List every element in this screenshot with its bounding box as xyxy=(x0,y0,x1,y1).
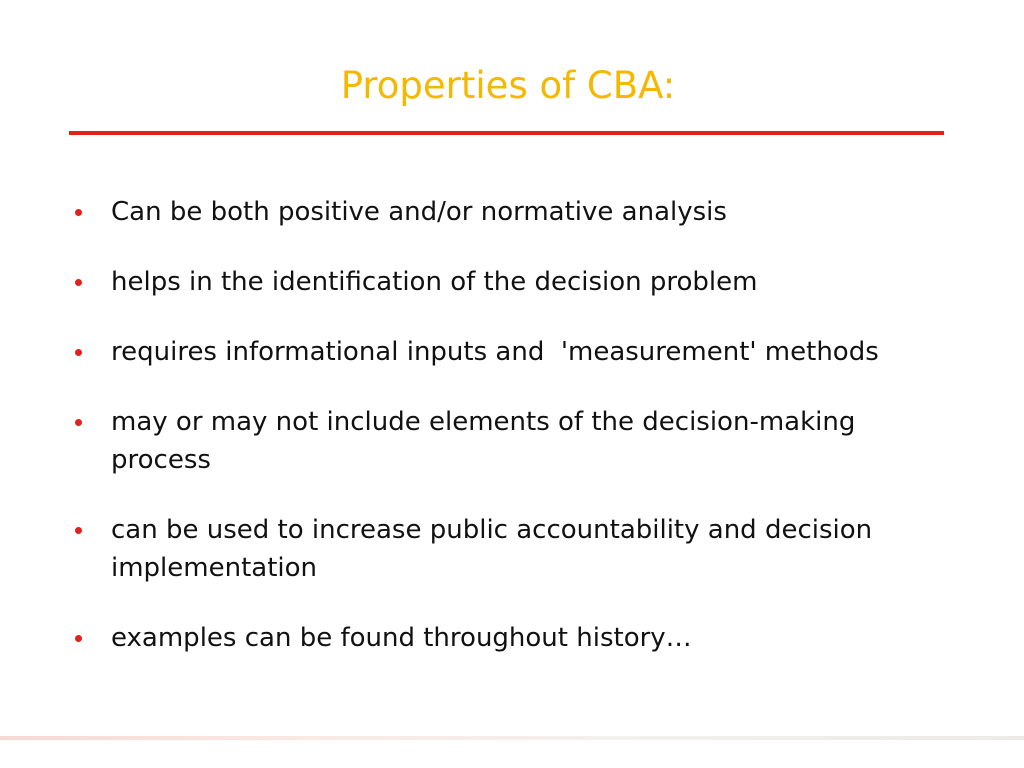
list-item xyxy=(75,619,975,657)
list-item xyxy=(75,263,975,301)
bullet-dot-icon xyxy=(75,279,82,286)
list-item xyxy=(75,333,975,371)
bullet-dot-icon xyxy=(75,349,82,356)
title-underline xyxy=(69,131,944,135)
list-item xyxy=(75,193,975,231)
bullet-list xyxy=(75,193,975,657)
footer-band xyxy=(0,736,1024,740)
bullet-text: Can be both positive and/or normative analysis xyxy=(111,197,727,227)
bullet-dot-icon xyxy=(75,209,82,216)
bullet-text: helps in the identification of the decision problem xyxy=(111,267,758,297)
bullet-text: can be used to increase public accountability and decision xyxy=(111,515,873,545)
list-item xyxy=(75,511,975,587)
bullet-text: examples can be found throughout history… xyxy=(111,623,692,653)
bullet-dot-icon xyxy=(75,419,82,426)
list-item xyxy=(75,403,975,479)
bullet-dot-icon xyxy=(75,635,82,642)
bullet-dot-icon xyxy=(75,527,82,534)
bullet-text-continuation: implementation xyxy=(111,553,318,583)
bullet-text: may or may not include elements of the decision-making xyxy=(111,407,856,437)
bullet-text-continuation: process xyxy=(111,445,211,475)
bullet-text: requires informational inputs and 'measurement' methods xyxy=(111,337,879,367)
slide-title: Properties of CBA: xyxy=(340,64,676,107)
